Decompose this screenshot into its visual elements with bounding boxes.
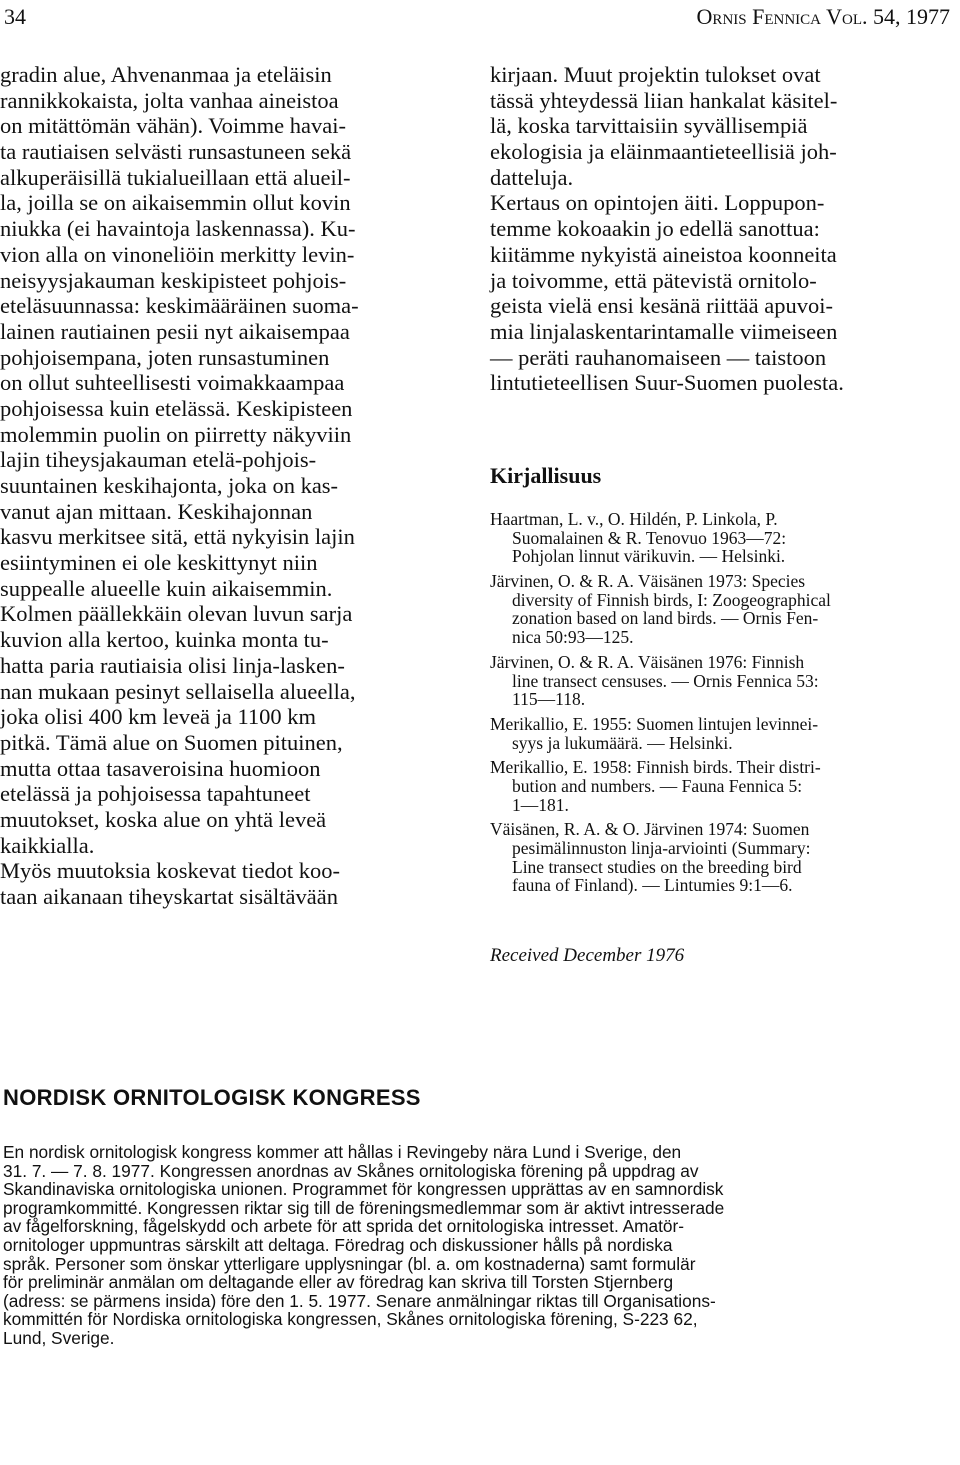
text-line: ta rautiaisen selvästi runsastuneen sekä [0,139,352,165]
received-date: Received December 1976 [490,945,685,966]
announcement-line: (adress: se pärmens insida) före den 1. 5. 1977. Senare anmälningar riktas till Organisations- [3,1290,716,1311]
reference-line: pesimälinnuston linja-arviointi (Summary: [512,838,811,858]
text-line: datteluja. [490,164,574,190]
text-line: lainen rautiainen pesii nyt aikaisempaa [0,318,350,344]
references-heading: Kirjallisuus [490,463,602,488]
text-line: kasvu merkitsee sitä, että nykyisin lajin [0,524,355,550]
reference-line: bution and numbers. — Fauna Fennica 5: [512,775,803,796]
text-line: alkuperäisillä tukialueillaan että alueil- [0,164,351,190]
text-line: vion alla on vinoneliöin merkitty levin- [0,241,355,267]
reference-line: Pohjolan linnut värikuvin. — Helsinki. [512,546,786,567]
text-line: lä, koska tarvittaisiin syvällisempiä [490,113,808,139]
reference-entry [490,510,956,566]
journal-running-head: Ornis Fennica Vol. 54, 1977 [696,4,950,29]
reference-entry [490,715,956,752]
text-line: niukka (ei havaintoja laskennassa). Ku- [0,216,356,242]
left-column-text [0,62,464,910]
reference-line: Line transect studies on the breeding bird [512,856,802,877]
text-line: lajin tiheysjakauman etelä-pohjois- [0,447,317,473]
text-line: joka olisi 400 km leveä ja 1100 km [0,704,316,730]
reference-line: Merikallio, E. 1958: Finnish birds. Their distri- [490,757,821,778]
reference-entry [490,653,956,709]
text-line: tässä yhteydessä liian hankalat käsitel- [490,87,838,113]
reference-line: fauna of Finland). — Lintumies 9:1—6. [512,875,793,896]
announcement-line: Skandinaviska ornitologiska unionen. Programmet för kongressen upprättas av en samnordisk [3,1179,724,1200]
reference-line: Väisänen, R. A. & O. Järvinen 1974: Suomen [490,819,810,840]
text-line: kaikkialla. [0,832,95,858]
text-line: kirjaan. Muut projektin tulokset ovat [490,62,821,87]
text-line: mia linjalaskentarintamalle viimeiseen [490,318,838,344]
text-line: nan mukaan pesinyt sellaisella alueella, [0,678,356,704]
reference-line: zonation based on land birds. — Ornis Fen- [512,608,819,629]
text-line: temme kokoaakin jo edellä sanottua: [490,216,820,242]
text-line: kuvion alla kertoo, kuinka monta tu- [0,627,329,653]
text-line: molemmin puolin on piirretty näkyviin [0,421,352,447]
text-line: la, joilla se on aikaisemmin ollut kovin [0,190,351,216]
text-line: taan aikanaan tiheyskartat sisältävään [0,884,338,909]
references-list [490,510,956,901]
announcement-line: programkommitté. Kongressen riktar sig till de föreningsmedlemmar som är aktivt intresserade [3,1197,725,1218]
page-number: 34 [4,4,26,29]
text-line: suuntainen keskihajonta, joka on kas- [0,473,339,498]
text-line: ja toivomme, että pätevistä ornitolo- [490,267,817,293]
announcement-line: ornitologer uppmuntras särskilt att deltaga. Föredrag och diskussioner hålls på nordiska [3,1234,673,1255]
reference-entry [490,820,956,895]
text-line: pohjoisempana, joten runsastuminen [0,344,330,370]
congress-title: NORDISK ORNITOLOGISK KONGRESS [3,1085,421,1110]
text-line: kiitämme nykyistä aineistoa koonneita [490,241,837,267]
announcement-line: kommittén för Nordiska ornitologiska kongressen, Skånes ornitologiska förening, S-223 62, [3,1309,698,1330]
text-line: hatta paria rautiaisia olisi linja-lasken- [0,652,345,678]
reference-line: Järvinen, O. & R. A. Väisänen 1976: Finnish [490,651,805,672]
announcement-line: språk. Personer som önskar ytterligare upplysningar (bl. a. om kostnaderna) samt formulär [3,1253,696,1274]
text-line: neisyysjakauman keskipisteet pohjois- [0,267,347,293]
text-line: on mitättömän vähän). Voimme havai- [0,113,346,139]
text-line: vanut ajan mittaan. Keskihajonnan [0,498,313,524]
reference-entry [490,758,956,814]
text-line: on ollut suhteellisesti voimakkaampaa [0,370,345,396]
text-line: muutokset, koska alue on yhtä leveä [0,806,327,832]
text-line: etelässä ja pohjoisessa tapahtuneet [0,781,311,807]
text-line: mutta ottaa tasaveroisina huomioon [0,755,321,781]
text-line: eteläsuunnassa: keskimääräinen suoma- [0,293,359,319]
right-column-text [490,62,956,396]
reference-line: Suomalainen & R. Tenovuo 1963—72: [512,527,787,548]
reference-line: diversity of Finnish birds, I: Zoogeographical [512,589,831,610]
announcement-line: Lund, Sverige. [3,1327,115,1348]
announcement-line: En nordisk ornitologisk kongress kommer att hållas i Revingeby nära Lund i Sverige, den [3,1142,682,1162]
reference-line: 1—181. [512,794,569,815]
reference-line: Järvinen, O. & R. A. Väisänen 1973: Species [490,571,806,592]
reference-line: line transect censuses. — Ornis Fennica 53: [512,670,819,691]
reference-entry [490,572,956,647]
text-line: Kertaus on opintojen äiti. Loppupon- [490,190,825,216]
reference-line: Haartman, L. v., O. Hildén, P. Linkola, P. [490,509,778,529]
announcement-line: av fågelforskning, fågelskydd och arbete för att sprida det ornitologiska intresset. Amatör- [3,1216,685,1237]
text-line: pohjoisessa kuin etelässä. Keskipisteen [0,395,353,421]
reference-line: syys ja lukumäärä. — Helsinki. [512,732,733,753]
congress-announcement [3,1143,958,1348]
announcement-line: 31. 7. — 7. 8. 1977. Kongressen anordnas av Skånes ornitologiska förening på uppdrag av [3,1160,699,1181]
announcement-line: för preliminär anmälan om deltagande eller av föredrag kan skriva till Torsten Stjernberg [3,1272,674,1293]
text-line: suppealle alueelle kuin aikaisemmin. [0,575,333,601]
reference-line: nica 50:93—125. [512,627,634,648]
text-line: Kolmen päällekkäin olevan luvun sarja [0,601,353,627]
reference-line: 115—118. [512,689,586,710]
text-line: Myös muutoksia koskevat tiedot koo- [0,858,340,884]
text-line: — peräti rauhanomaiseen — taistoon [490,344,827,370]
text-line: gradin alue, Ahvenanmaa ja eteläisin [0,62,332,87]
reference-line: Merikallio, E. 1955: Suomen lintujen levinnei- [490,713,819,734]
text-line: esiintyminen ei ole keskittynyt niin [0,550,318,576]
text-line: geista vielä ensi kesänä riittää apuvoi- [490,293,833,319]
text-line: pitkä. Tämä alue on Suomen pituinen, [0,729,343,755]
text-line: ekologisia ja eläinmaantieteellisiä joh- [490,139,837,165]
text-line: lintutieteellisen Suur-Suomen puolesta. [490,370,844,396]
text-line: rannikkokaista, jolta vanhaa aineistoa [0,87,339,113]
page-header [0,0,960,40]
